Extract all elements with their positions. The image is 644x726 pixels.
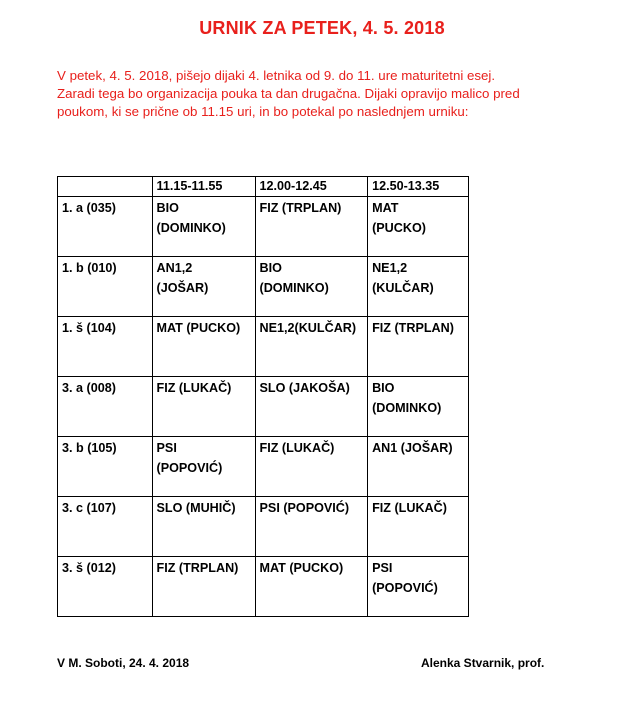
intro-line: Zaradi tega bo organizacija pouka ta dan drugačna. Dijaki opravijo malico pred bbox=[57, 86, 520, 101]
lesson-cell-period-2 bbox=[255, 257, 368, 317]
lesson-subject: AN1,2 bbox=[156, 261, 193, 275]
lesson-cell-period-2 bbox=[255, 317, 368, 377]
lesson-subject: PSI (POPOVIĆ) bbox=[259, 501, 350, 515]
lesson-subject: FIZ (TRPLAN) bbox=[156, 561, 239, 575]
lesson-subject: MAT bbox=[372, 201, 399, 215]
table-row bbox=[58, 197, 469, 257]
lesson-subject: NE1,2 bbox=[372, 261, 408, 275]
lesson-subject: BIO bbox=[259, 261, 282, 275]
header-cell-class bbox=[58, 177, 153, 197]
lesson-cell-period-1 bbox=[152, 317, 255, 377]
lesson-subject: FIZ (LUKAČ) bbox=[259, 441, 335, 455]
lesson-cell-period-3 bbox=[368, 557, 469, 617]
lesson-cell-period-2 bbox=[255, 377, 368, 437]
page-title: URNIK ZA PETEK, 4. 5. 2018 bbox=[199, 18, 445, 38]
intro-line: poukom, ki se prične ob 11.15 uri, in bo potekal po naslednjem urniku: bbox=[57, 104, 469, 119]
lesson-teacher: (POPOVIĆ) bbox=[372, 580, 438, 595]
lesson-cell-period-2 bbox=[255, 197, 368, 257]
lesson-subject: BIO bbox=[156, 201, 179, 215]
lesson-teacher: (DOMINKO) bbox=[156, 220, 226, 235]
lesson-subject: NE1,2(KULČAR) bbox=[259, 321, 357, 335]
lesson-teacher: (POPOVIĆ) bbox=[156, 460, 223, 475]
table-row bbox=[58, 317, 469, 377]
lesson-teacher: (DOMINKO) bbox=[372, 400, 442, 415]
class-cell: 3. š (012) bbox=[58, 557, 153, 617]
class-cell: 1. a (035) bbox=[58, 197, 153, 257]
lesson-subject: PSI bbox=[372, 561, 393, 575]
intro-paragraph bbox=[57, 67, 577, 121]
table-row bbox=[58, 377, 469, 437]
lesson-teacher: (PUCKO) bbox=[372, 220, 426, 235]
lesson-subject: FIZ (TRPLAN) bbox=[259, 201, 342, 215]
lesson-cell-period-1 bbox=[152, 257, 255, 317]
intro-line: V petek, 4. 5. 2018, pišejo dijaki 4. letnika od 9. do 11. ure maturitetni esej. bbox=[57, 68, 496, 83]
place-date: V M. Soboti, 24. 4. 2018 bbox=[57, 656, 190, 670]
lesson-cell-period-2 bbox=[255, 437, 368, 497]
lesson-cell-period-3 bbox=[368, 377, 469, 437]
table-header-row bbox=[58, 177, 469, 197]
class-cell: 1. š (104) bbox=[58, 317, 153, 377]
lesson-cell-period-1 bbox=[152, 197, 255, 257]
lesson-cell-period-3 bbox=[368, 317, 469, 377]
lesson-cell-period-3 bbox=[368, 497, 469, 557]
class-cell: 3. b (105) bbox=[58, 437, 153, 497]
lesson-teacher: (DOMINKO) bbox=[259, 280, 329, 295]
table-row bbox=[58, 257, 469, 317]
table-row bbox=[58, 497, 469, 557]
lesson-subject: SLO (JAKOŠA) bbox=[259, 381, 350, 395]
lesson-cell-period-1 bbox=[152, 377, 255, 437]
header-cell-period-2: 12.00-12.45 bbox=[255, 177, 368, 197]
lesson-subject: FIZ (LUKAČ) bbox=[156, 381, 232, 395]
class-cell: 3. a (008) bbox=[58, 377, 153, 437]
lesson-subject: PSI bbox=[156, 441, 177, 455]
lesson-teacher: (KULČAR) bbox=[372, 280, 434, 295]
lesson-cell-period-1 bbox=[152, 437, 255, 497]
lesson-teacher: (JOŠAR) bbox=[156, 280, 209, 295]
schedule-table bbox=[57, 176, 469, 617]
lesson-cell-period-3 bbox=[368, 437, 469, 497]
lesson-subject: FIZ (TRPLAN) bbox=[372, 321, 454, 335]
lesson-subject: BIO bbox=[372, 381, 395, 395]
table-row bbox=[58, 437, 469, 497]
lesson-cell-period-1 bbox=[152, 557, 255, 617]
lesson-cell-period-2 bbox=[255, 557, 368, 617]
header-cell-period-3: 12.50-13.35 bbox=[368, 177, 469, 197]
class-cell: 3. c (107) bbox=[58, 497, 153, 557]
lesson-subject: MAT (PUCKO) bbox=[156, 321, 241, 335]
lesson-subject: SLO (MUHIČ) bbox=[156, 501, 236, 515]
table-row bbox=[58, 557, 469, 617]
class-cell: 1. b (010) bbox=[58, 257, 153, 317]
lesson-cell-period-2 bbox=[255, 497, 368, 557]
lesson-cell-period-3 bbox=[368, 197, 469, 257]
lesson-subject: MAT (PUCKO) bbox=[259, 561, 344, 575]
header-cell-period-1: 11.15-11.55 bbox=[152, 177, 255, 197]
lesson-subject: FIZ (LUKAČ) bbox=[372, 501, 447, 515]
lesson-cell-period-1 bbox=[152, 497, 255, 557]
lesson-cell-period-3 bbox=[368, 257, 469, 317]
signature: Alenka Stvarnik, prof. bbox=[421, 656, 545, 670]
lesson-subject: AN1 (JOŠAR) bbox=[372, 441, 453, 455]
